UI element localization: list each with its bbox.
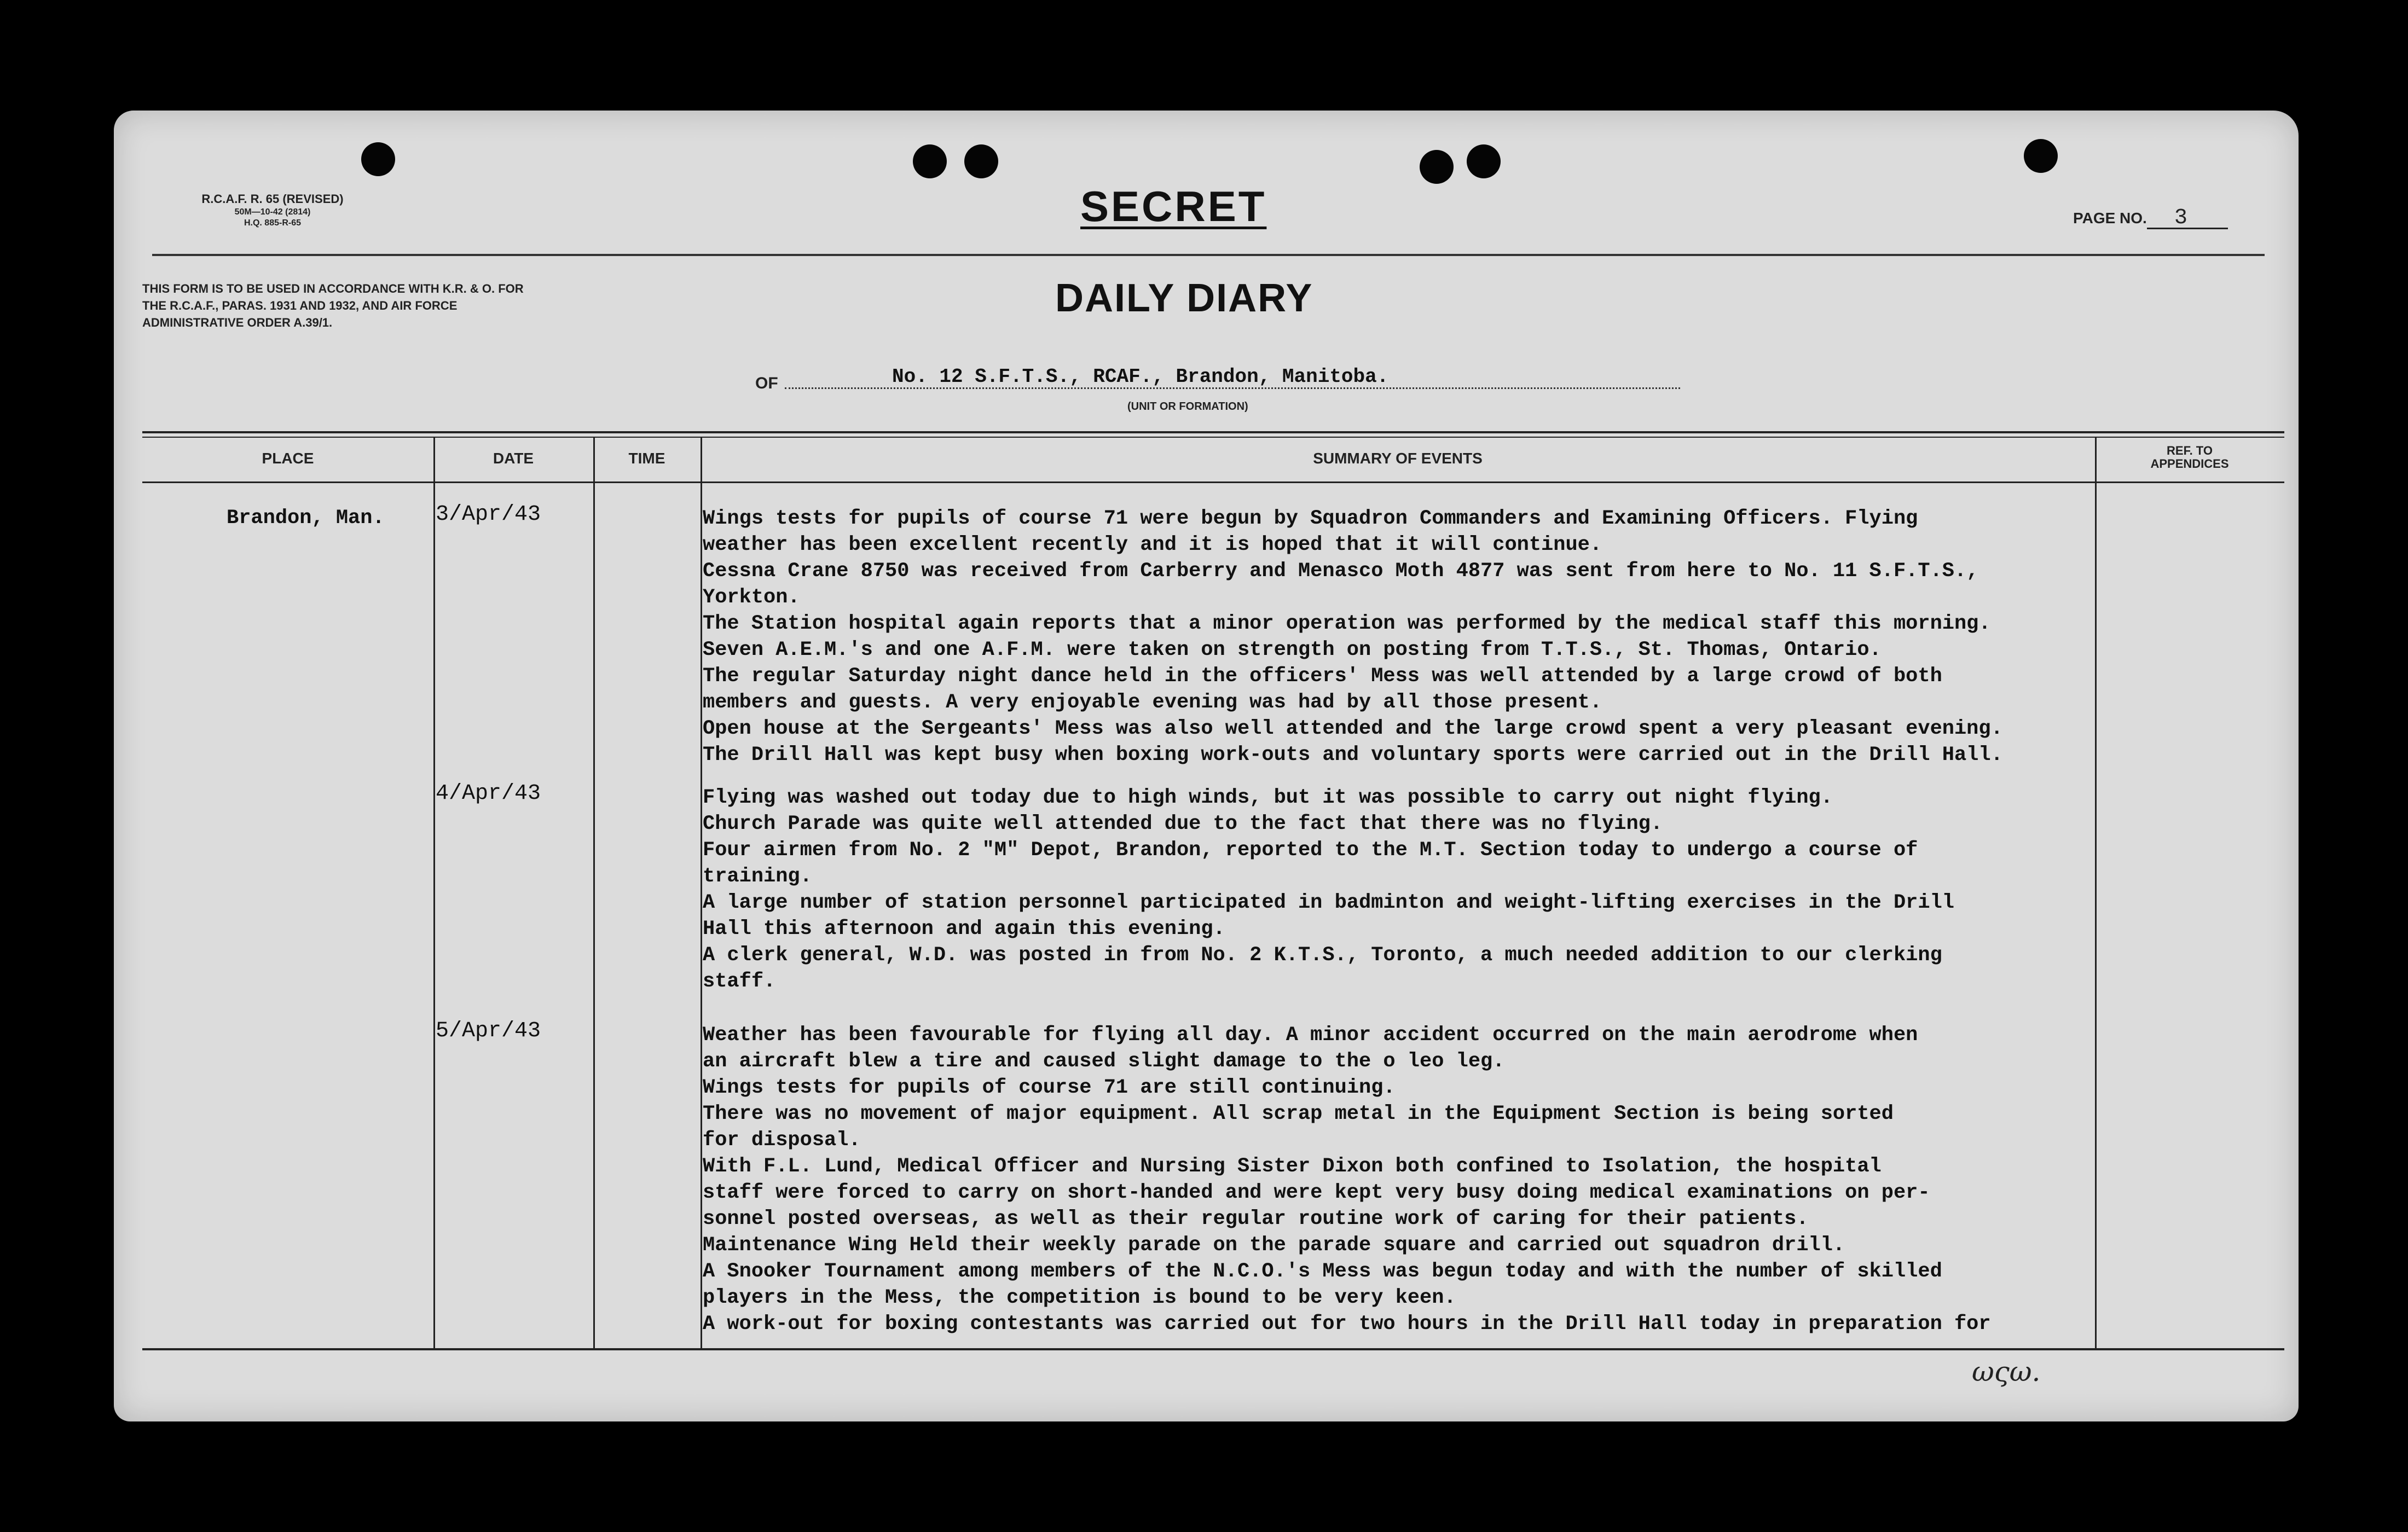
entry-summary: [703, 785, 2224, 995]
summary-line: Seven A.E.M.'s and one A.F.M. were taken on strength on posting from T.T.S., St. Thomas, Ontario.: [703, 639, 1882, 661]
summary-line: players in the Mess, the competition is bound to be very keen.: [703, 1286, 1456, 1309]
summary-line: staff were forced to carry on short-handed and were kept very busy doing medical examinations on per-: [703, 1181, 1930, 1204]
unit-field-caption: (UNIT OR FORMATION): [1127, 401, 1248, 413]
column-header-date: DATE: [493, 450, 534, 467]
punch-hole: [1467, 144, 1501, 178]
summary-line: Four airmen from No. 2 "M" Depot, Brandon, reported to the M.T. Section today to undergo a course of: [703, 839, 1918, 862]
column-header-summary: SUMMARY OF EVENTS: [1313, 450, 1483, 467]
column-divider: [433, 437, 435, 1348]
diary-page: [114, 111, 2299, 1421]
of-label: OF: [755, 374, 778, 392]
entry-date: 4/Apr/43: [436, 781, 541, 806]
summary-line: for disposal.: [703, 1129, 861, 1152]
column-header-place: PLACE: [262, 450, 314, 467]
divider: [152, 254, 2265, 256]
entry-date: 3/Apr/43: [436, 502, 541, 527]
summary-line: A Snooker Tournament among members of the N.C.O.'s Mess was begun today and with the number of skilled: [703, 1260, 1942, 1283]
summary-line: A large number of station personnel participated in badminton and weight-lifting exercises in the Drill: [703, 891, 1954, 914]
summary-line: The regular Saturday night dance held in the officers' Mess was well attended by a large crowd of both: [703, 665, 1942, 688]
summary-line: The Station hospital again reports that a minor operation was performed by the medical staff this morning.: [703, 612, 1991, 635]
punch-hole: [2024, 139, 2058, 173]
secret-heading: SECRET: [1080, 182, 1267, 230]
punch-hole: [913, 144, 947, 178]
punch-hole: [361, 142, 395, 176]
summary-line: staff.: [703, 970, 776, 993]
place-cell: Brandon, Man.: [227, 507, 385, 530]
table-bottom-rule: [142, 1348, 2284, 1350]
entry-summary: [703, 1022, 2224, 1337]
summary-line: Wings tests for pupils of course 71 were begun by Squadron Commanders and Examining Officers. Flying: [703, 507, 1918, 530]
column-divider: [593, 437, 595, 1348]
summary-line: Maintenance Wing Held their weekly parade on the parade square and carried out squadron drill.: [703, 1234, 1845, 1257]
summary-line: The Drill Hall was kept busy when boxing work-outs and voluntary sports were carried out in the Drill Hall.: [703, 744, 2003, 767]
handwritten-note: ωςω.: [1972, 1356, 2041, 1388]
page-number-label: PAGE NO.: [2073, 210, 2147, 227]
entry-summary: [703, 506, 2224, 768]
summary-line: Yorkton.: [703, 586, 800, 609]
page-title: DAILY DIARY: [1055, 276, 1313, 320]
column-header-time: TIME: [628, 450, 665, 467]
punch-hole: [964, 144, 998, 178]
table-top-rule: [142, 431, 2284, 433]
summary-line: Wings tests for pupils of course 71 are still continuing.: [703, 1076, 1396, 1099]
column-header-appendices: REF. TO APPENDICES: [2150, 444, 2229, 471]
punch-hole: [1420, 150, 1454, 184]
form-notice: THIS FORM IS TO BE USED IN ACCORDANCE WITH K.R. & O. FOR THE R.C.A.F., PARAS. 1931 AND 1932, AND AIR FORCE ADMINISTRATIVE ORDER A.39/1.: [142, 282, 524, 329]
summary-line: an aircraft blew a tire and caused slight damage to the o leo leg.: [703, 1050, 1505, 1073]
summary-line: Cessna Crane 8750 was received from Carberry and Menasco Moth 4877 was sent from here to No. 11 S.F.T.S.,: [703, 560, 1979, 583]
summary-line: members and guests. A very enjoyable evening was had by all those present.: [703, 691, 1602, 714]
summary-line: Weather has been favourable for flying all day. A minor accident occurred on the main aerodrome when: [703, 1024, 1918, 1047]
table-top-rule: [142, 437, 2284, 438]
summary-line: Flying was washed out today due to high winds, but it was possible to carry out night flying.: [703, 786, 1833, 809]
summary-line: weather has been excellent recently and it is hoped that it will continue.: [703, 533, 1602, 556]
summary-line: training.: [703, 865, 812, 888]
summary-line: With F.L. Lund, Medical Officer and Nursing Sister Dixon both confined to Isolation, the hospital: [703, 1155, 1882, 1178]
summary-line: Open house at the Sergeants' Mess was also well attended and the large crowd spent a very pleasant evening.: [703, 717, 2003, 740]
summary-line: sonnel posted overseas, as well as their regular routine work of caring for their patients.: [703, 1208, 1809, 1231]
table-header-rule: [142, 481, 2284, 483]
page-number-value: 3: [2147, 209, 2228, 229]
entry-date: 5/Apr/43: [436, 1019, 541, 1043]
unit-field-value: No. 12 S.F.T.S., RCAF., Brandon, Manitoba.: [892, 365, 1389, 388]
column-divider: [701, 437, 702, 1348]
summary-line: A work-out for boxing contestants was carried out for two hours in the Drill Hall today in preparation for: [703, 1313, 1991, 1336]
summary-line: There was no movement of major equipment. All scrap metal in the Equipment Section is being sorted: [703, 1102, 1894, 1125]
summary-line: Hall this afternoon and again this evening.: [703, 918, 1225, 941]
form-identifier: R.C.A.F. R. 65 (REVISED) 50M—10-42 (2814) H.Q. 885-R-65: [201, 192, 344, 228]
summary-line: A clerk general, W.D. was posted in from No. 2 K.T.S., Toronto, a much needed addition to our clerking: [703, 944, 1942, 967]
summary-line: Church Parade was quite well attended due to the fact that there was no flying.: [703, 813, 1663, 835]
page-number: [2073, 206, 2228, 230]
